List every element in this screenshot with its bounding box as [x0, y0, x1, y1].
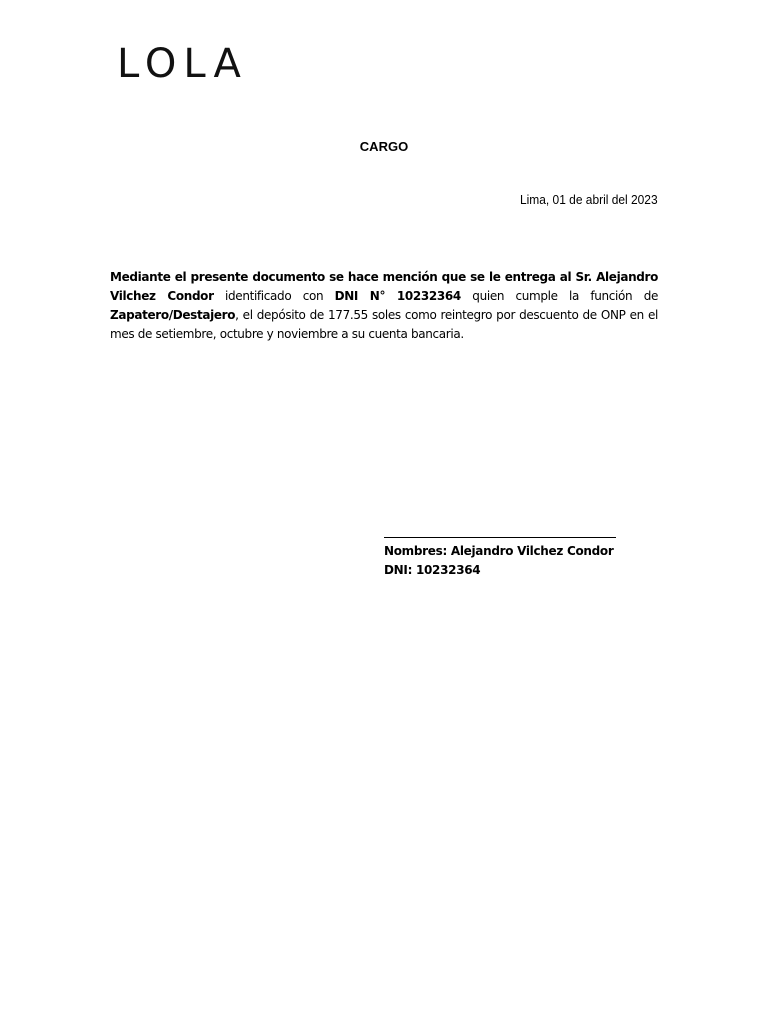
body-part-4: , el depósito de 177.55 soles como reintegro por descuento de ONP en el mes de setiembre, octubre y noviembre a su cuenta bancaria.	[110, 308, 658, 341]
signature-dni: DNI: 10232364	[384, 563, 481, 577]
body-part-1: Mediante el presente documento se hace mención que se le entrega al Sr.	[110, 270, 597, 284]
recipient-name: Alejandro Vilchez Condor	[110, 270, 658, 303]
signature-names: Nombres: Alejandro Vilchez Condor	[384, 544, 614, 558]
recipient-role: Zapatero/Destajero	[110, 308, 236, 322]
document-date: Lima, 01 de abril del 2023	[520, 192, 658, 207]
document-title-text: CARGO	[359, 139, 409, 154]
document-title	[0, 139, 768, 154]
signature-block	[384, 537, 616, 580]
body-part-3: quien cumple la función de	[460, 289, 658, 303]
recipient-dni: DNI N° 10232364	[334, 289, 461, 303]
company-logo: LOLA	[117, 41, 248, 87]
signature-line	[384, 537, 616, 538]
document-body	[110, 268, 658, 344]
body-part-2: identificado con	[213, 289, 335, 303]
